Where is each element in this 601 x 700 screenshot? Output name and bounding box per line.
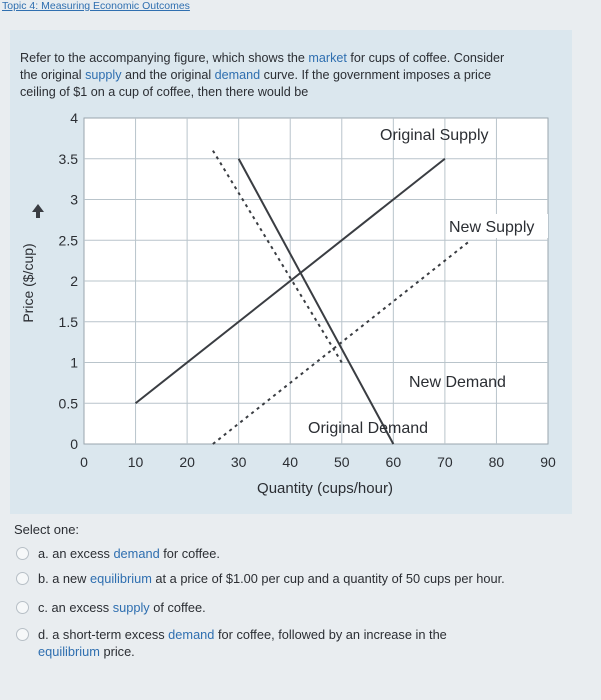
x-tick-label: 10 [127, 454, 144, 470]
question-text: Refer to the accompanying figure, which shows the market for cups of coffee. Consider the original supply and the original demand curve. If the government imposes a price ceiling of $1 on a cup of coffee, then there would be [20, 51, 505, 99]
y-axis-label: Price ($/cup) [20, 243, 36, 323]
option-a-radio[interactable] [16, 547, 29, 560]
option-c-radio[interactable] [16, 601, 29, 614]
y-tick-label: 2 [70, 273, 78, 289]
option-d[interactable]: d. a short-term excess demand for coffee, followed by an increase in the equilibrium price. [16, 626, 578, 660]
option-d-radio[interactable] [16, 628, 29, 641]
option-b[interactable]: b. a new equilibrium at a price of $1.00 per cup and a quantity of 50 cups per hour. [16, 570, 578, 587]
curve-label: New Supply [449, 219, 535, 236]
curve-label: New Demand [409, 374, 506, 391]
x-tick-label: 40 [282, 454, 299, 470]
y-tick-label: 2.5 [58, 232, 78, 249]
y-tick-label: 1.5 [58, 313, 78, 330]
x-tick-label: 30 [230, 454, 247, 470]
y-tick-label: 3 [70, 191, 78, 208]
x-tick-label: 0 [80, 454, 88, 470]
x-tick-label: 60 [385, 454, 402, 470]
x-tick-label: 50 [333, 454, 350, 470]
x-axis-label: Quantity (cups/hour) [257, 480, 393, 497]
option-c[interactable]: c. an excess supply of coffee. [16, 599, 578, 616]
x-tick-label: 90 [540, 454, 556, 470]
y-tick-label: 0.5 [58, 395, 78, 412]
curve-label: Original Demand [308, 420, 429, 437]
x-tick-label: 70 [437, 454, 453, 470]
keyword-market: market [308, 51, 347, 65]
up-arrow-icon [32, 204, 44, 218]
curve-label: Original Supply [380, 127, 489, 144]
option-b-radio[interactable] [16, 572, 29, 585]
y-tick-label: 1 [70, 354, 78, 371]
y-tick-label: 0 [70, 436, 78, 452]
select-one-label: Select one: [14, 522, 80, 537]
keyword-supply: supply [85, 68, 122, 82]
x-tick-label: 80 [488, 454, 505, 470]
y-tick-label: 3.5 [58, 150, 78, 167]
keyword-demand: demand [214, 68, 261, 82]
option-a[interactable]: a. an excess demand for coffee. [16, 545, 578, 562]
y-tick-label: 4 [70, 110, 78, 126]
x-tick-label: 20 [179, 454, 195, 470]
topic-link[interactable]: Topic 4: Measuring Economic Outcomes [2, 0, 190, 12]
